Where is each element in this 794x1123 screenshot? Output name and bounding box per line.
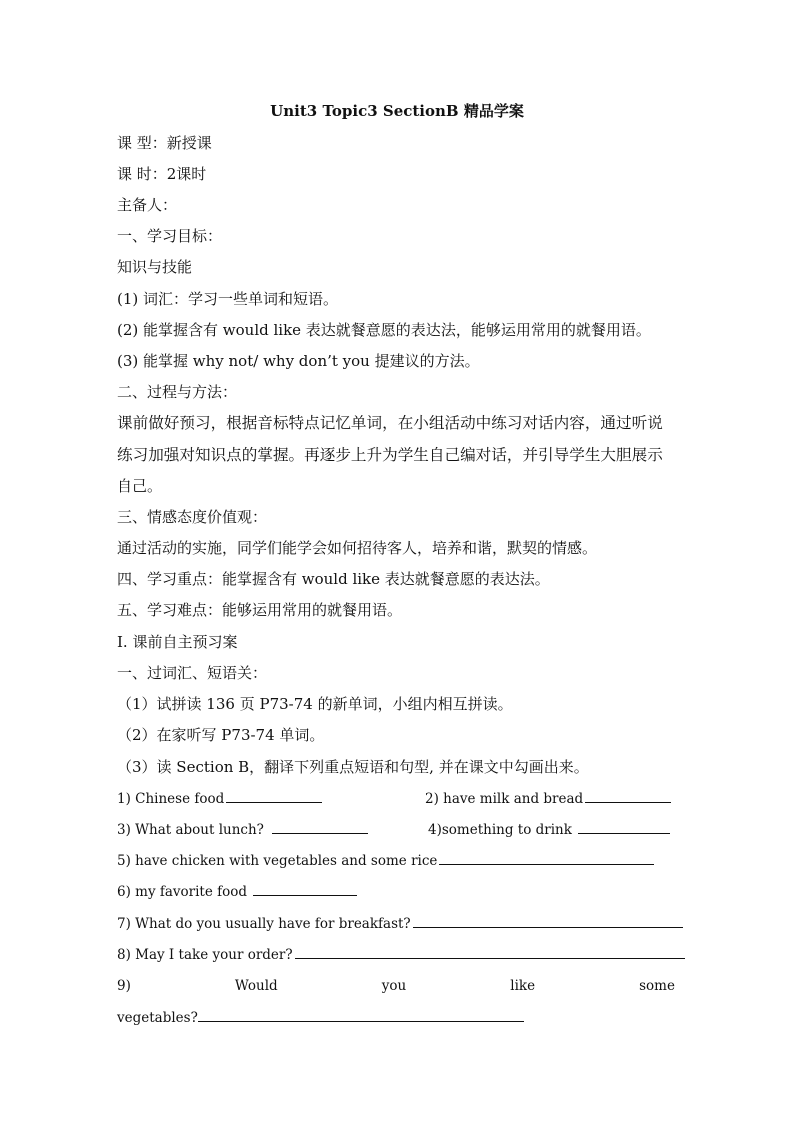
exercise-5-text: 5) have chicken with vegetables and some rice [117, 853, 438, 869]
exercise-9-word: some [639, 978, 675, 994]
exercise-5-answer-blank[interactable] [439, 850, 654, 865]
exercise-4-answer-blank[interactable] [578, 819, 670, 834]
emotion-heading: 三、情感态度价值观： [117, 508, 268, 526]
exercise-row-7 [117, 913, 683, 935]
knowledge-heading: 知识与技能 [117, 258, 193, 276]
exercise-3-text: 3) What about lunch? [117, 822, 264, 838]
lesson-type-line: 课 型：新授课 [117, 134, 212, 152]
exercise-2-answer-blank[interactable] [585, 788, 671, 803]
process-heading: 二、过程与方法： [117, 383, 238, 401]
exercise-3-answer-blank[interactable] [272, 819, 368, 834]
goal-item-2: (2) 能掌握含有 would like 表达就餐意愿的表达法，能够运用常用的就餐用语。 [117, 321, 651, 339]
exercise-row-9 [117, 975, 675, 997]
process-paragraph-line-3: 自己。 [117, 477, 163, 495]
exercise-1-text: 1) Chinese food [117, 791, 225, 807]
exercise-9-continued-text: vegetables? [117, 1010, 198, 1026]
exercise-9-word: you [381, 978, 407, 994]
difficulty-line: 五、学习难点：能够运用常用的就餐用语。 [117, 601, 403, 619]
exercise-6-answer-blank[interactable] [253, 881, 357, 896]
goal-item-1: (1) 词汇：学习一些单词和短语。 [117, 290, 339, 308]
exercise-6-text: 6) my favorite food [117, 884, 248, 900]
exercise-8-text: 8) May I take your order? [117, 947, 293, 963]
exercise-2-text: 2) have milk and bread [425, 791, 584, 807]
preview-step-1: （1）试拼读 136 页 P73-74 的新单词，小组内相互拼读。 [117, 695, 513, 713]
exercise-row-3 [117, 819, 368, 841]
vocab-heading: 一、过词汇、短语关： [117, 664, 268, 682]
preview-step-2: （2）在家听写 P73-74 单词。 [117, 726, 325, 744]
exercise-9-word: 9) [117, 978, 131, 994]
process-paragraph-line-1: 课前做好预习，根据音标特点记忆单词，在小组活动中练习对话内容，通过听说 [117, 414, 663, 432]
author-line: 主备人： [117, 196, 178, 214]
exercise-9-word: like [510, 978, 536, 994]
exercise-4-text: 4)something to drink [428, 822, 572, 838]
exercise-row-4 [428, 819, 670, 841]
process-paragraph-line-2: 练习加强对知识点的掌握。再逐步上升为学生自己编对话，并引导学生大胆展示 [117, 446, 663, 464]
part1-heading: I. 课前自主预习案 [117, 633, 238, 651]
exercise-row-8 [117, 944, 685, 966]
exercise-row-1 [117, 788, 322, 810]
emotion-paragraph: 通过活动的实施，同学们能学会如何招待客人，培养和谐，默契的情感。 [117, 539, 598, 557]
exercise-7-text: 7) What do you usually have for breakfast? [117, 916, 411, 932]
goal-item-3: (3) 能掌握 why not/ why don’t you 提建议的方法。 [117, 352, 480, 370]
preview-step-3: （3）读 Section B，翻译下列重点短语和句型, 并在课文中勾画出来。 [117, 758, 589, 776]
exercise-row-9-continued [117, 1007, 524, 1029]
page-title: Unit3 Topic3 SectionB 精品学案 [270, 102, 524, 120]
exercise-1-answer-blank[interactable] [226, 788, 322, 803]
goals-heading: 一、学习目标： [117, 227, 223, 245]
exercise-9-answer-blank[interactable] [198, 1007, 524, 1022]
key-point-line: 四、学习重点：能掌握含有 would like 表达就餐意愿的表达法。 [117, 570, 550, 588]
exercise-7-answer-blank[interactable] [413, 913, 683, 928]
exercise-8-answer-blank[interactable] [295, 944, 685, 959]
exercise-9-word: Would [234, 978, 278, 994]
lesson-time-line: 课 时：2课时 [117, 165, 207, 183]
exercise-row-2 [425, 788, 671, 810]
exercise-row-6 [117, 881, 357, 903]
exercise-row-5 [117, 850, 654, 872]
